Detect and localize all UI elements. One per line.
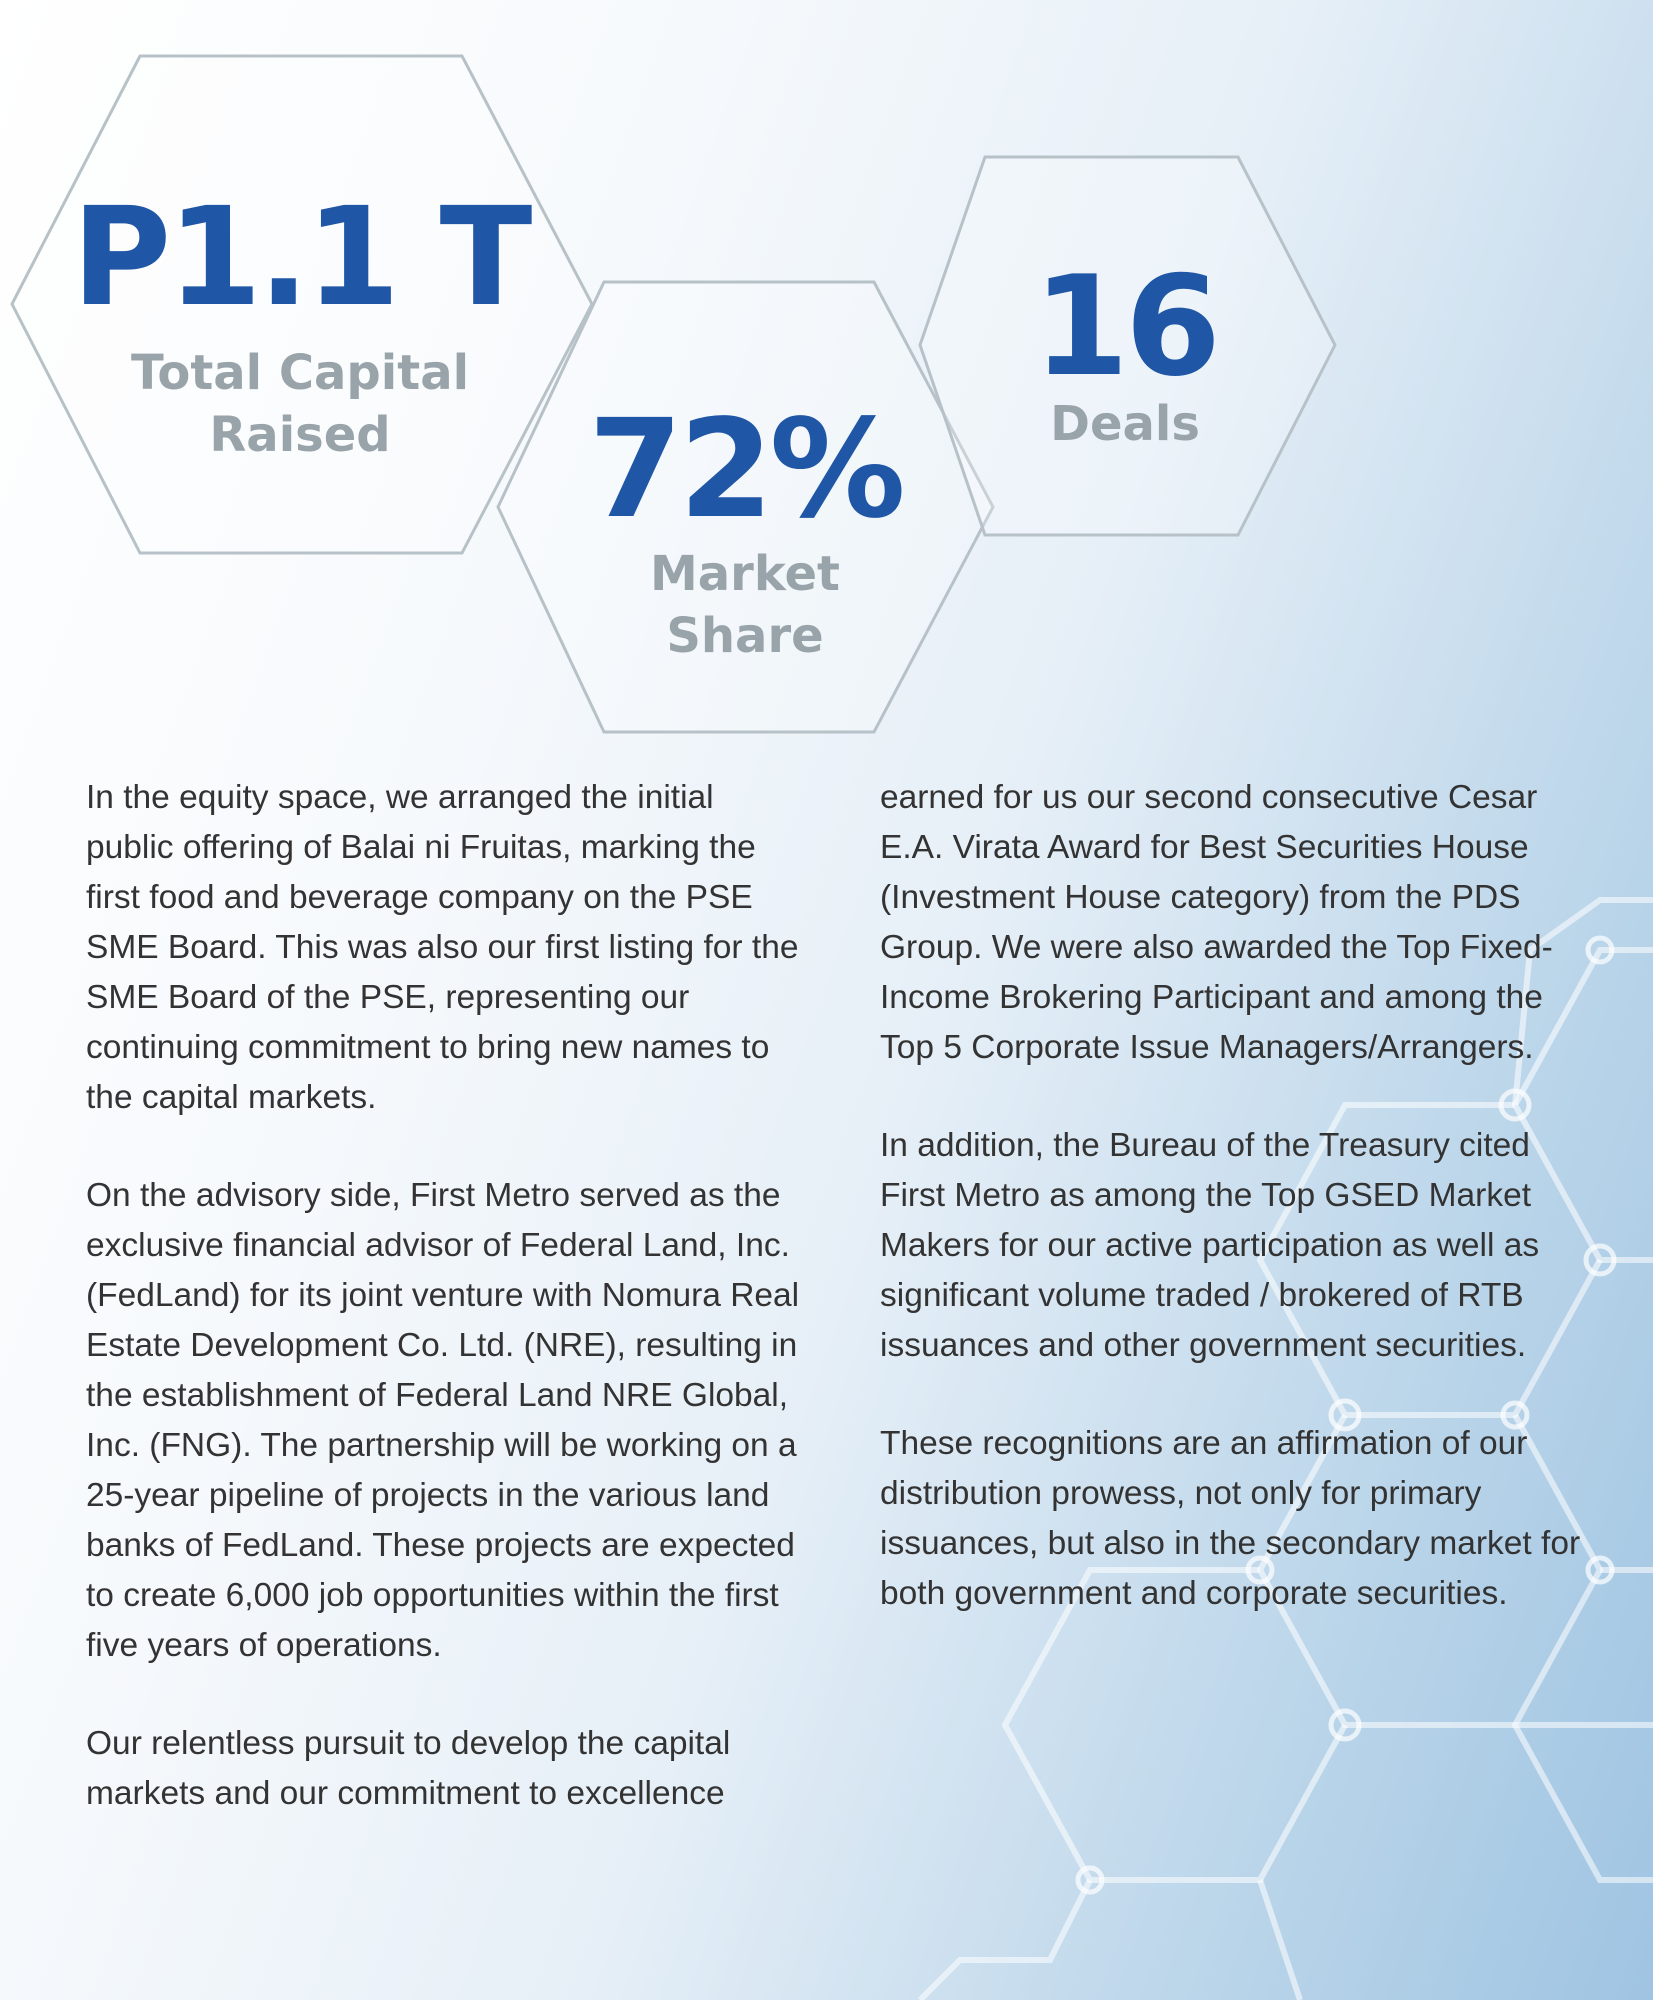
stat-market-share-label-line1: Market: [650, 546, 840, 602]
paragraph-equity: In the equity space, we arranged the initial public offering of Balai ni Fruitas, marking the first food and beverage company on the PSE SME Board. This was also our first listing for the SME Board of the PSE, representing our continuing commitment to bring new names to the capital markets.: [86, 779, 799, 1116]
stat-capital-label: [40, 342, 560, 466]
paragraph-recognitions: These recognitions are an affirmation of our distribution prowess, not only for primary issuances, but also in the secondary market for both government and corporate securities.: [880, 1425, 1581, 1612]
paragraph-treasury: In addition, the Bureau of the Treasury cited First Metro as among the Top GSED Market Makers for our active participation as well as significant volume traded / brokered of RTB issuances and other government securities.: [880, 1127, 1540, 1364]
stat-market-share-label-line2: Share: [666, 608, 824, 664]
paragraph-pursuit: Our relentless pursuit to develop the capital markets and our commitment to excellence: [86, 1725, 731, 1812]
stat-market-share-label: [545, 543, 945, 667]
stat-capital-value: P1.1 T: [71, 179, 529, 337]
stat-capital-label-line2: Raised: [209, 407, 391, 463]
paragraph-advisory: On the advisory side, First Metro served as the exclusive financial advisor of Federal Land, Inc. (FedLand) for its joint venture with Nomura Real Estate Development Co. Ltd. (NRE), resulting in the establishment of Federal Land NRE Global, Inc. (FNG). The partnership will be working on a 25-year pipeline of projects in the various land banks of FedLand. These projects are expected to create 6,000 job opportunities within the first five years of operations.: [86, 1177, 800, 1664]
stat-deals-label-line1: Deals: [1050, 396, 1200, 452]
right-text-column: [880, 773, 1600, 1667]
left-text-column: [86, 773, 806, 1867]
stat-deals-label: [975, 393, 1275, 455]
stat-capital-label-line1: Total Capital: [130, 345, 470, 401]
paragraph-awards: earned for us our second consecutive Cesar E.A. Virata Award for Best Securities House (Investment House category) from the PDS Group. We were also awarded the Top Fixed-Income Brokering Participant and among the Top 5 Corporate Issue Managers/Arrangers.: [880, 779, 1553, 1066]
stat-market-share-value: 72%: [588, 391, 902, 549]
stat-deals-value: 16: [1032, 246, 1218, 407]
